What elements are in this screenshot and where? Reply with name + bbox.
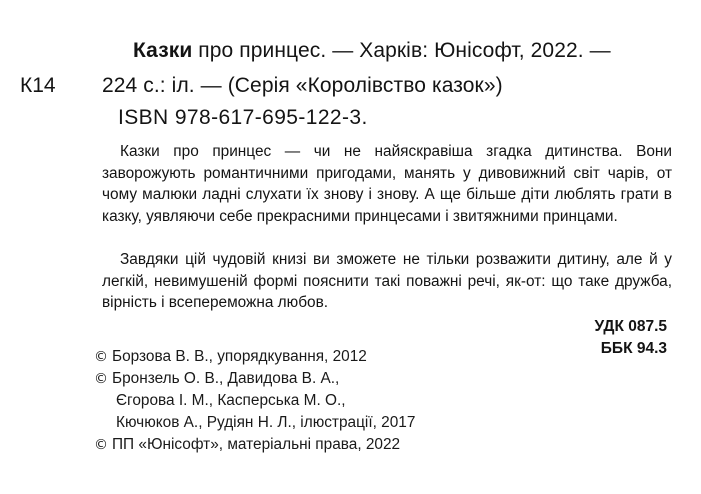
abstract-paragraph-2: Завдяки цій чудовій книзі ви зможете не тільки розважити дитину, але й у легкій, невимушеній формі пояснити такі поважні речі, як-от: що таке дружба, вірність і всепереможна любов. [102, 251, 672, 312]
copyright-icon: © [94, 437, 108, 453]
credit-line-1: © Борзова В. В., упорядкування, 2012 [94, 348, 367, 365]
copyright-icon: © [94, 349, 108, 365]
credit-line-5: © ПП «Юнісофт», матеріальні права, 2022 [94, 436, 401, 453]
catalog-code: К14 [20, 74, 56, 97]
credit-line-4: Кючюков А., Рудіян Н. Л., ілюстрації, 2017 [116, 414, 416, 431]
isbn: ISBN 978-617-695-122-3. [118, 106, 368, 129]
bibliography-line-2: 224 с.: іл. — (Серія «Королівство казок») [102, 74, 503, 97]
credit-line-3: Єгорова І. М., Касперська М. О., [116, 392, 346, 409]
bbk-code: ББК 94.3 [600, 340, 667, 357]
abstract-paragraph-1: Казки про принцес — чи не найяскравіша згадка дитинства. Вони заворожують романтичними пригодами, манять у дивовижний світ чарів, от чому малюки ладні слухати їх знову і знову. А ще більше діти люблять грати в казку, уявляючи себе прекрасними принцесами і звитяжними принцами. [102, 143, 672, 225]
bibliography-line-1 [133, 39, 611, 63]
copyright-icon: © [94, 371, 108, 387]
bibliography-line-1-rest: про принцес. — Харків: Юнісофт, 2022. — [192, 39, 611, 62]
credit-line-2: © Бронзель О. В., Давидова В. А., [94, 370, 340, 387]
book-title: Казки [133, 39, 193, 62]
udk-code: УДК 087.5 [594, 318, 667, 335]
